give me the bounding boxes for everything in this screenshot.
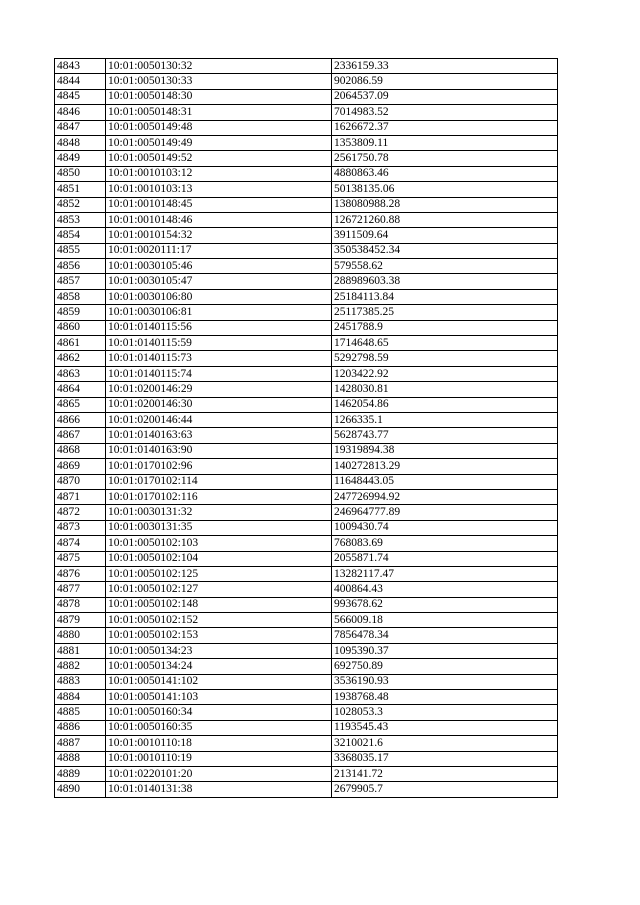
table-row (55, 59, 558, 74)
cadastral-number-cell: 10:01:0050149:48 (106, 120, 332, 135)
value-cell: 2064537.09 (332, 89, 558, 104)
value-cell: 1938768.48 (332, 690, 558, 705)
row-number-cell: 4876 (55, 566, 106, 581)
cadastral-number-cell: 10:01:0050149:49 (106, 135, 332, 150)
row-number-cell: 4849 (55, 151, 106, 166)
value-cell: 11648443.05 (332, 474, 558, 489)
value-cell: 25184113.84 (332, 289, 558, 304)
row-number-cell: 4850 (55, 166, 106, 181)
cadastral-number-cell: 10:01:0050102:153 (106, 628, 332, 643)
cadastral-number-cell: 10:01:0170102:116 (106, 489, 332, 504)
cadastral-number-cell: 10:01:0050160:34 (106, 705, 332, 720)
value-cell: 768083.69 (332, 536, 558, 551)
row-number-cell: 4843 (55, 59, 106, 74)
value-cell: 4880863.46 (332, 166, 558, 181)
row-number-cell: 4881 (55, 643, 106, 658)
cadastral-number-cell: 10:01:0050160:35 (106, 720, 332, 735)
table-row (55, 520, 558, 535)
cadastral-number-cell: 10:01:0200146:44 (106, 412, 332, 427)
cadastral-number-cell: 10:01:0030105:46 (106, 259, 332, 274)
value-cell: 692750.89 (332, 659, 558, 674)
row-number-cell: 4854 (55, 228, 106, 243)
cadastral-number-cell: 10:01:0010103:13 (106, 182, 332, 197)
table-row (55, 182, 558, 197)
table-row (55, 705, 558, 720)
value-cell: 2679905.7 (332, 782, 558, 797)
value-cell: 246964777.89 (332, 505, 558, 520)
cadastral-number-cell: 10:01:0170102:114 (106, 474, 332, 489)
value-cell: 566009.18 (332, 613, 558, 628)
row-number-cell: 4878 (55, 597, 106, 612)
row-number-cell: 4848 (55, 135, 106, 150)
value-cell: 3911509.64 (332, 228, 558, 243)
cadastral-number-cell: 10:01:0010154:32 (106, 228, 332, 243)
table-row (55, 674, 558, 689)
value-cell: 140272813.29 (332, 459, 558, 474)
cadastral-number-cell: 10:01:0030105:47 (106, 274, 332, 289)
cadastral-number-cell: 10:01:0050134:23 (106, 643, 332, 658)
row-number-cell: 4844 (55, 74, 106, 89)
row-number-cell: 4847 (55, 120, 106, 135)
row-number-cell: 4852 (55, 197, 106, 212)
cadastral-number-cell: 10:01:0220101:20 (106, 766, 332, 781)
table-row (55, 766, 558, 781)
cadastral-number-cell: 10:01:0010110:19 (106, 751, 332, 766)
row-number-cell: 4871 (55, 489, 106, 504)
table-row (55, 782, 558, 797)
value-cell: 5292798.59 (332, 351, 558, 366)
row-number-cell: 4853 (55, 212, 106, 227)
cadastral-number-cell: 10:01:0050148:31 (106, 105, 332, 120)
row-number-cell: 4877 (55, 582, 106, 597)
table-row (55, 289, 558, 304)
row-number-cell: 4883 (55, 674, 106, 689)
value-cell: 1428030.81 (332, 382, 558, 397)
value-cell: 3210021.6 (332, 736, 558, 751)
row-number-cell: 4870 (55, 474, 106, 489)
table-row (55, 89, 558, 104)
value-cell: 1714648.65 (332, 336, 558, 351)
row-number-cell: 4873 (55, 520, 106, 535)
table-row (55, 489, 558, 504)
value-cell: 1626672.37 (332, 120, 558, 135)
cadastral-number-cell: 10:01:0050102:125 (106, 566, 332, 581)
value-cell: 579558.62 (332, 259, 558, 274)
row-number-cell: 4867 (55, 428, 106, 443)
value-cell: 902086.59 (332, 74, 558, 89)
row-number-cell: 4846 (55, 105, 106, 120)
cadastral-number-cell: 10:01:0200146:30 (106, 397, 332, 412)
table-row (55, 166, 558, 181)
cadastral-number-cell: 10:01:0010148:45 (106, 197, 332, 212)
cadastral-number-cell: 10:01:0050102:104 (106, 551, 332, 566)
cadastral-number-cell: 10:01:0050130:32 (106, 59, 332, 74)
row-number-cell: 4855 (55, 243, 106, 258)
cadastral-number-cell: 10:01:0010110:18 (106, 736, 332, 751)
value-cell: 1193545.43 (332, 720, 558, 735)
cadastral-number-cell: 10:01:0050102:127 (106, 582, 332, 597)
table-row (55, 259, 558, 274)
value-cell: 1203422.92 (332, 366, 558, 381)
cadastral-number-cell: 10:01:0050102:152 (106, 613, 332, 628)
cadastral-number-cell: 10:01:0050149:52 (106, 151, 332, 166)
cadastral-number-cell: 10:01:0050102:148 (106, 597, 332, 612)
table-row (55, 382, 558, 397)
row-number-cell: 4862 (55, 351, 106, 366)
value-cell: 1353809.11 (332, 135, 558, 150)
value-cell: 350538452.34 (332, 243, 558, 258)
row-number-cell: 4864 (55, 382, 106, 397)
table-row (55, 228, 558, 243)
table-row (55, 274, 558, 289)
table-row (55, 366, 558, 381)
value-cell: 247726994.92 (332, 489, 558, 504)
cadastral-number-cell: 10:01:0050130:33 (106, 74, 332, 89)
table-row (55, 536, 558, 551)
value-cell: 1266335.1 (332, 412, 558, 427)
row-number-cell: 4858 (55, 289, 106, 304)
row-number-cell: 4865 (55, 397, 106, 412)
table-row (55, 443, 558, 458)
row-number-cell: 4851 (55, 182, 106, 197)
row-number-cell: 4868 (55, 443, 106, 458)
value-cell: 3536190.93 (332, 674, 558, 689)
cadastral-number-cell: 10:01:0030106:81 (106, 305, 332, 320)
cadastral-number-cell: 10:01:0010148:46 (106, 212, 332, 227)
table-row (55, 243, 558, 258)
value-cell: 5628743.77 (332, 428, 558, 443)
row-number-cell: 4885 (55, 705, 106, 720)
cadastral-number-cell: 10:01:0050141:103 (106, 690, 332, 705)
value-cell: 7856478.34 (332, 628, 558, 643)
row-number-cell: 4861 (55, 336, 106, 351)
value-cell: 1028053.3 (332, 705, 558, 720)
value-cell: 7014983.52 (332, 105, 558, 120)
value-cell: 50138135.06 (332, 182, 558, 197)
table-row (55, 197, 558, 212)
row-number-cell: 4875 (55, 551, 106, 566)
table-row (55, 151, 558, 166)
table-row (55, 720, 558, 735)
value-cell: 288989603.38 (332, 274, 558, 289)
table-row (55, 212, 558, 227)
row-number-cell: 4882 (55, 659, 106, 674)
cadastral-number-cell: 10:01:0030131:35 (106, 520, 332, 535)
cadastral-number-cell: 10:01:0050134:24 (106, 659, 332, 674)
value-cell: 126721260.88 (332, 212, 558, 227)
cadastral-number-cell: 10:01:0050102:103 (106, 536, 332, 551)
table-row (55, 135, 558, 150)
table-row (55, 582, 558, 597)
value-cell: 2336159.33 (332, 59, 558, 74)
table-row (55, 474, 558, 489)
row-number-cell: 4869 (55, 459, 106, 474)
value-cell: 19319894.38 (332, 443, 558, 458)
table-row (55, 690, 558, 705)
row-number-cell: 4884 (55, 690, 106, 705)
cadastral-number-cell: 10:01:0020111:17 (106, 243, 332, 258)
cadastral-number-cell: 10:01:0140115:56 (106, 320, 332, 335)
cadastral-number-cell: 10:01:0010103:12 (106, 166, 332, 181)
table-row (55, 736, 558, 751)
row-number-cell: 4887 (55, 736, 106, 751)
cadastral-number-cell: 10:01:0140131:38 (106, 782, 332, 797)
cadastral-number-cell: 10:01:0140163:90 (106, 443, 332, 458)
table-row (55, 628, 558, 643)
table-row (55, 305, 558, 320)
cadastral-number-cell: 10:01:0140115:59 (106, 336, 332, 351)
value-cell: 13282117.47 (332, 566, 558, 581)
table-row (55, 551, 558, 566)
value-cell: 1009430.74 (332, 520, 558, 535)
value-cell: 3368035.17 (332, 751, 558, 766)
table-row (55, 351, 558, 366)
row-number-cell: 4866 (55, 412, 106, 427)
table-row (55, 659, 558, 674)
table-row (55, 74, 558, 89)
value-cell: 138080988.28 (332, 197, 558, 212)
table-row (55, 505, 558, 520)
value-cell: 2055871.74 (332, 551, 558, 566)
cadastral-number-cell: 10:01:0140163:63 (106, 428, 332, 443)
table-row (55, 613, 558, 628)
row-number-cell: 4874 (55, 536, 106, 551)
value-cell: 25117385.25 (332, 305, 558, 320)
table-row (55, 751, 558, 766)
cadastral-number-cell: 10:01:0170102:96 (106, 459, 332, 474)
row-number-cell: 4880 (55, 628, 106, 643)
row-number-cell: 4863 (55, 366, 106, 381)
table-row (55, 336, 558, 351)
row-number-cell: 4860 (55, 320, 106, 335)
cadastral-number-cell: 10:01:0050141:102 (106, 674, 332, 689)
row-number-cell: 4872 (55, 505, 106, 520)
data-table (54, 58, 558, 798)
table-row (55, 120, 558, 135)
row-number-cell: 4859 (55, 305, 106, 320)
table-row (55, 643, 558, 658)
value-cell: 2561750.78 (332, 151, 558, 166)
table-row (55, 397, 558, 412)
table-row (55, 459, 558, 474)
value-cell: 213141.72 (332, 766, 558, 781)
value-cell: 1095390.37 (332, 643, 558, 658)
row-number-cell: 4889 (55, 766, 106, 781)
cadastral-number-cell: 10:01:0200146:29 (106, 382, 332, 397)
table-row (55, 428, 558, 443)
table-row (55, 105, 558, 120)
row-number-cell: 4879 (55, 613, 106, 628)
cadastral-number-cell: 10:01:0030131:32 (106, 505, 332, 520)
cadastral-number-cell: 10:01:0030106:80 (106, 289, 332, 304)
value-cell: 993678.62 (332, 597, 558, 612)
table-row (55, 566, 558, 581)
table-body (55, 59, 558, 798)
cadastral-number-cell: 10:01:0140115:74 (106, 366, 332, 381)
row-number-cell: 4890 (55, 782, 106, 797)
row-number-cell: 4845 (55, 89, 106, 104)
table-row (55, 320, 558, 335)
value-cell: 2451788.9 (332, 320, 558, 335)
row-number-cell: 4886 (55, 720, 106, 735)
row-number-cell: 4857 (55, 274, 106, 289)
cadastral-number-cell: 10:01:0140115:73 (106, 351, 332, 366)
table-row (55, 412, 558, 427)
value-cell: 400864.43 (332, 582, 558, 597)
row-number-cell: 4856 (55, 259, 106, 274)
row-number-cell: 4888 (55, 751, 106, 766)
cadastral-number-cell: 10:01:0050148:30 (106, 89, 332, 104)
value-cell: 1462054.86 (332, 397, 558, 412)
table-row (55, 597, 558, 612)
